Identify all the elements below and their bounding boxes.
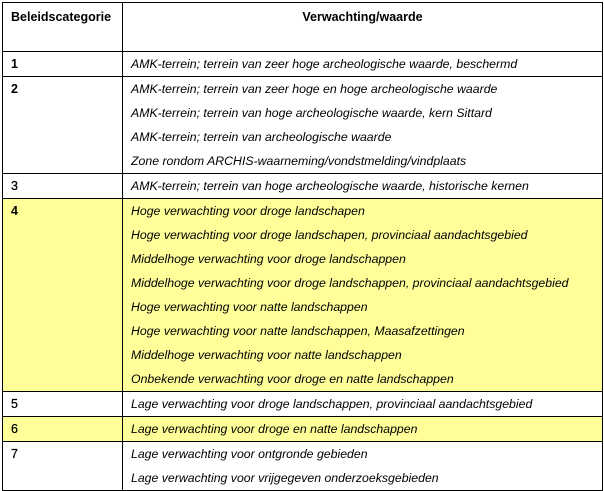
table-row-5 <box>3 392 603 417</box>
value-line: AMK-terrein; terrein van archeologische waarde <box>131 130 392 144</box>
value-cell <box>123 174 603 199</box>
value-cell <box>123 442 603 491</box>
value-line: Lage verwachting voor ontgronde gebieden <box>131 447 368 461</box>
category-cell <box>3 392 123 417</box>
table-row-4 <box>3 199 603 392</box>
value-cell <box>123 77 603 174</box>
header-verwachting-waarde: Verwachting/waarde <box>123 3 603 52</box>
value-line: Hoge verwachting voor natte landschappen, Maasafzettingen <box>131 324 465 338</box>
value-line: Lage verwachting voor droge landschappen, provinciaal aandachtsgebied <box>131 397 533 411</box>
category-cell <box>3 52 123 77</box>
table-row-6 <box>3 417 603 442</box>
category-number: 3 <box>11 179 18 193</box>
category-cell <box>3 417 123 442</box>
category-cell <box>3 174 123 199</box>
category-cell <box>3 442 123 491</box>
policy-category-table <box>2 2 603 491</box>
table-row-7 <box>3 442 603 491</box>
value-line: Middelhoge verwachting voor natte landschappen <box>131 348 402 362</box>
value-line: AMK-terrein; terrein van hoge archeologische waarde, kern Sittard <box>131 106 492 120</box>
table-row-1 <box>3 52 603 77</box>
value-cell <box>123 199 603 392</box>
value-line: Hoge verwachting voor natte landschappen <box>131 300 368 314</box>
category-cell <box>3 199 123 392</box>
category-cell <box>3 77 123 174</box>
value-line: AMK-terrein; terrein van hoge archeologische waarde, historische kernen <box>131 179 529 193</box>
value-line: Hoge verwachting voor droge landschapen, provinciaal aandachtsgebied <box>131 228 528 242</box>
value-line: Middelhoge verwachting voor droge landschappen <box>131 252 406 266</box>
table-row-3 <box>3 174 603 199</box>
category-number: 2 <box>11 82 18 96</box>
header-beleidscategorie: Beleidscategorie <box>3 3 123 52</box>
value-line: AMK-terrein; terrein van zeer hoge en hoge archeologische waarde <box>131 82 498 96</box>
category-number: 6 <box>11 422 18 436</box>
category-number: 4 <box>11 204 18 218</box>
category-number: 7 <box>11 447 18 461</box>
value-line: Zone rondom ARCHIS-waarneming/vondstmelding/vindplaats <box>131 154 467 168</box>
value-line: AMK-terrein; terrein van zeer hoge archeologische waarde, beschermd <box>131 57 518 71</box>
category-number: 5 <box>11 397 18 411</box>
value-line: Lage verwachting voor vrijgegeven onderzoeksgebieden <box>131 471 439 485</box>
value-line: Lage verwachting voor droge en natte landschappen <box>131 422 418 436</box>
value-cell <box>123 52 603 77</box>
header-row <box>3 3 603 52</box>
value-cell <box>123 392 603 417</box>
table-row-2 <box>3 77 603 174</box>
value-line: Middelhoge verwachting voor droge landschappen, provinciaal aandachtsgebied <box>131 276 569 290</box>
category-number: 1 <box>11 57 18 71</box>
value-line: Hoge verwachting voor droge landschapen <box>131 204 365 218</box>
value-cell <box>123 417 603 442</box>
value-line: Onbekende verwachting voor droge en natte landschappen <box>131 372 454 386</box>
